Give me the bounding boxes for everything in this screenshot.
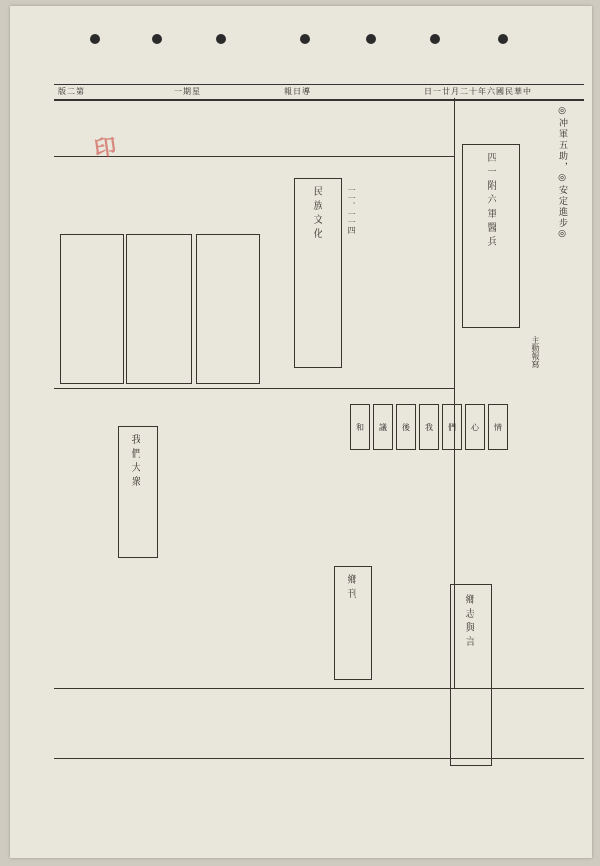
article-box [126, 234, 192, 384]
newspaper-page [10, 6, 592, 858]
divider [54, 388, 454, 389]
heading-cell: 們 [442, 404, 462, 450]
culture-heading: 民族文化 [311, 186, 322, 242]
paper-name: 報日導 [284, 87, 311, 96]
heading-cell: 和 [350, 404, 370, 450]
red-stamp: 印 [89, 134, 119, 162]
divider [54, 688, 584, 689]
headline-right: 四一附六軍醫兵 [485, 152, 496, 250]
side-label: 主動報寫 [531, 336, 540, 368]
binding-hole [366, 34, 376, 44]
binding-hole [216, 34, 226, 44]
masthead [54, 84, 584, 101]
weekday-label: 一期星 [174, 87, 201, 96]
heading-row [350, 404, 511, 450]
binding-hole [152, 34, 162, 44]
center-heading: 鄉刊 [345, 574, 356, 602]
heading-cell: 議 [373, 404, 393, 450]
right-heading: 鄉志與言 [463, 594, 474, 650]
heading-cell: 心 [465, 404, 485, 450]
slogan: ◎冲軍五助，◎安定進步◎ [557, 106, 567, 241]
date-label: 日一廿月二十年六國民華中 [424, 87, 532, 96]
binding-hole [498, 34, 508, 44]
heading-cell: 後 [396, 404, 416, 450]
divider [54, 758, 584, 759]
side-label: 一一．一一四 [347, 186, 356, 234]
heading-cell: 我 [419, 404, 439, 450]
heading-cell: 情 [488, 404, 508, 450]
binding-hole [300, 34, 310, 44]
article-box [196, 234, 260, 384]
binding-hole [430, 34, 440, 44]
binding-hole [90, 34, 100, 44]
left-heading: 我們大衆 [129, 434, 140, 490]
edition-label: 版二第 [58, 87, 85, 96]
